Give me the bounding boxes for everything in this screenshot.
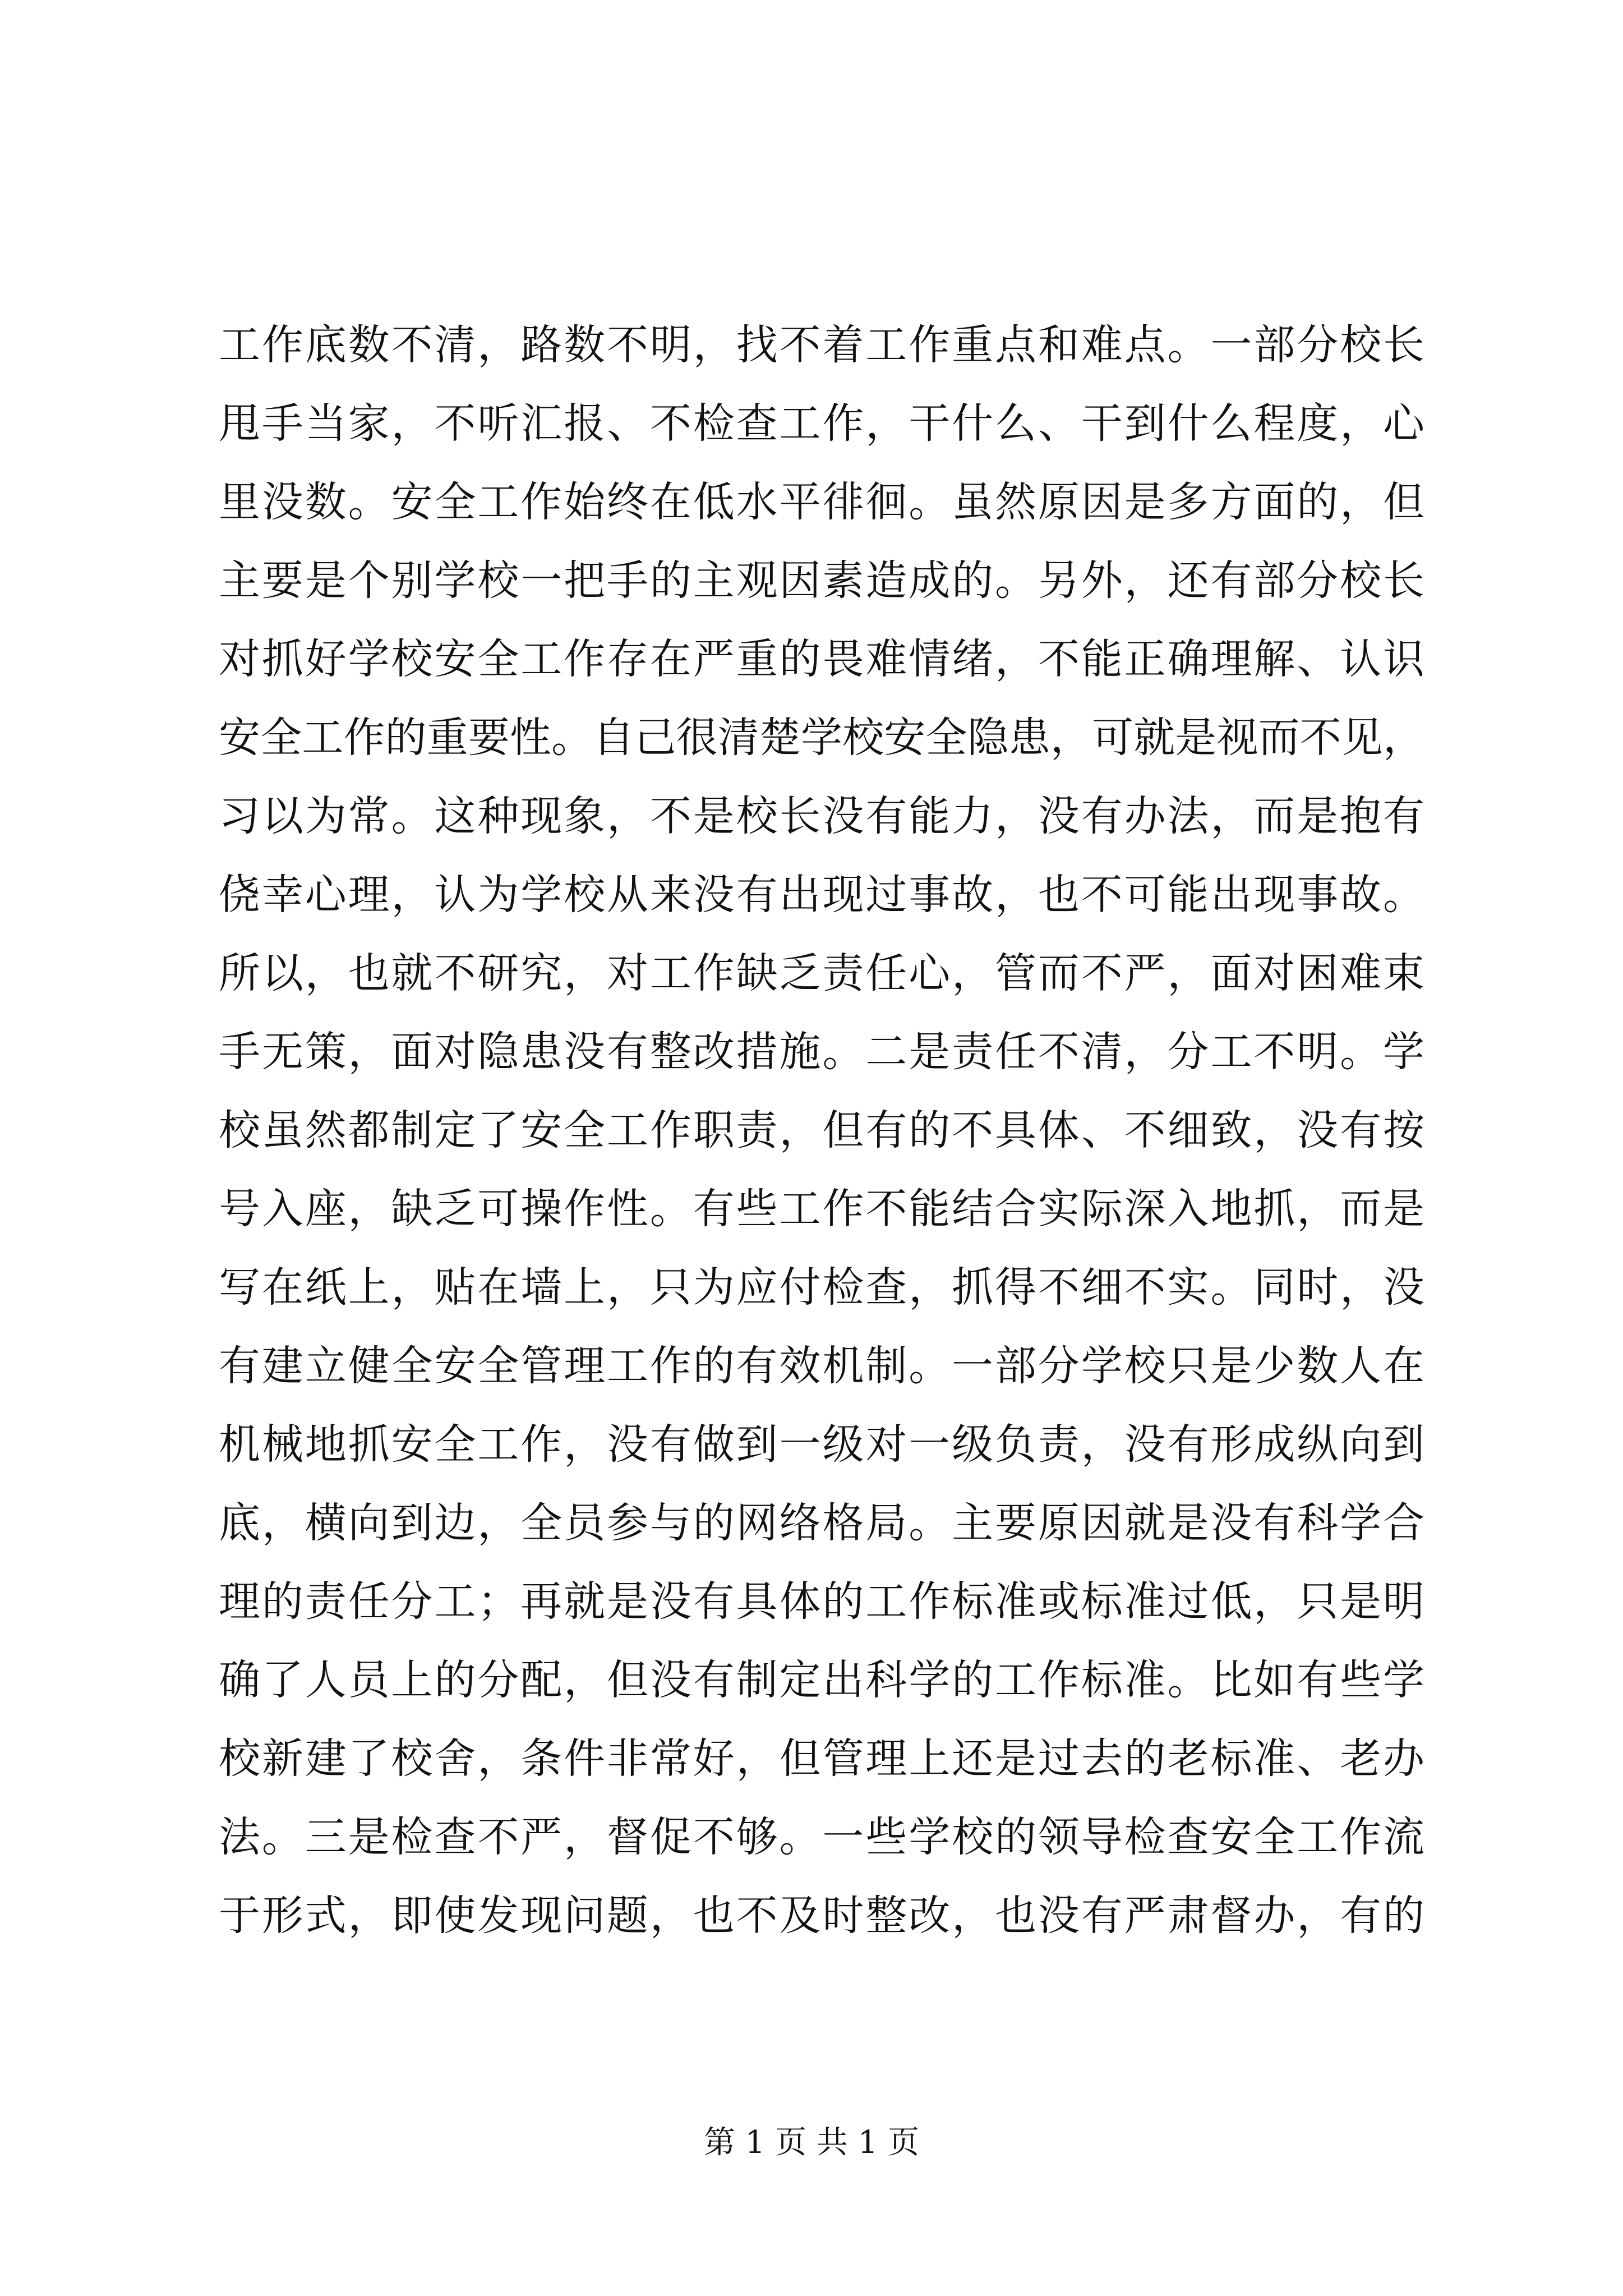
text-line: 写在纸上，贴在墙上，只为应付检查，抓得不细不实。同时，没 <box>219 1263 1424 1312</box>
page-footer: 第 1 页 共 1 页 <box>703 2124 920 2161</box>
text-line: 理的责任分工；再就是没有具体的工作标准或标准过低，只是明 <box>219 1577 1424 1626</box>
text-line: 机械地抓安全工作，没有做到一级对一级负责，没有形成纵向到 <box>219 1420 1424 1469</box>
text-line: 所以，也就不研究，对工作缺乏责任心，管而不严，面对困难束 <box>219 949 1424 997</box>
text-line: 侥幸心理，认为学校从来没有出现过事故，也不可能出现事故。 <box>219 871 1424 919</box>
text-line: 安全工作的重要性。自己很清楚学校安全隐患，可就是视而不见， <box>219 714 1424 762</box>
text-line: 校虽然都制定了安全工作职责，但有的不具体、不细致，没有按 <box>219 1106 1424 1154</box>
text-line: 里没数。安全工作始终在低水平徘徊。虽然原因是多方面的，但 <box>219 478 1424 526</box>
text-line: 号入座，缺乏可操作性。有些工作不能结合实际深入地抓，而是 <box>219 1185 1424 1233</box>
text-line: 对抓好学校安全工作存在严重的畏难情绪，不能正确理解、认识 <box>219 635 1424 683</box>
text-line: 习以为常。这种现象，不是校长没有能力，没有办法，而是抱有 <box>219 792 1424 840</box>
text-line: 主要是个别学校一把手的主观因素造成的。另外，还有部分校长 <box>219 556 1424 605</box>
text-line: 法。三是检查不严，督促不够。一些学校的领导检查安全工作流 <box>219 1813 1424 1861</box>
text-line: 甩手当家，不听汇报、不检查工作，干什么、干到什么程度，心 <box>219 399 1424 448</box>
text-line: 底，横向到边，全员参与的网络格局。主要原因就是没有科学合 <box>219 1499 1424 1547</box>
text-line: 手无策，面对隐患没有整改措施。二是责任不清，分工不明。学 <box>219 1028 1424 1076</box>
text-line: 确了人员上的分配，但没有制定出科学的工作标准。比如有些学 <box>219 1656 1424 1704</box>
text-line: 工作底数不清，路数不明，找不着工作重点和难点。一部分校长 <box>219 321 1424 369</box>
text-line: 校新建了校舍，条件非常好，但管理上还是过去的老标准、老办 <box>219 1734 1424 1783</box>
text-line: 于形式，即使发现问题，也不及时整改，也没有严肃督办，有的 <box>219 1892 1424 1940</box>
text-line: 有建立健全安全管理工作的有效机制。一部分学校只是少数人在 <box>219 1342 1424 1390</box>
